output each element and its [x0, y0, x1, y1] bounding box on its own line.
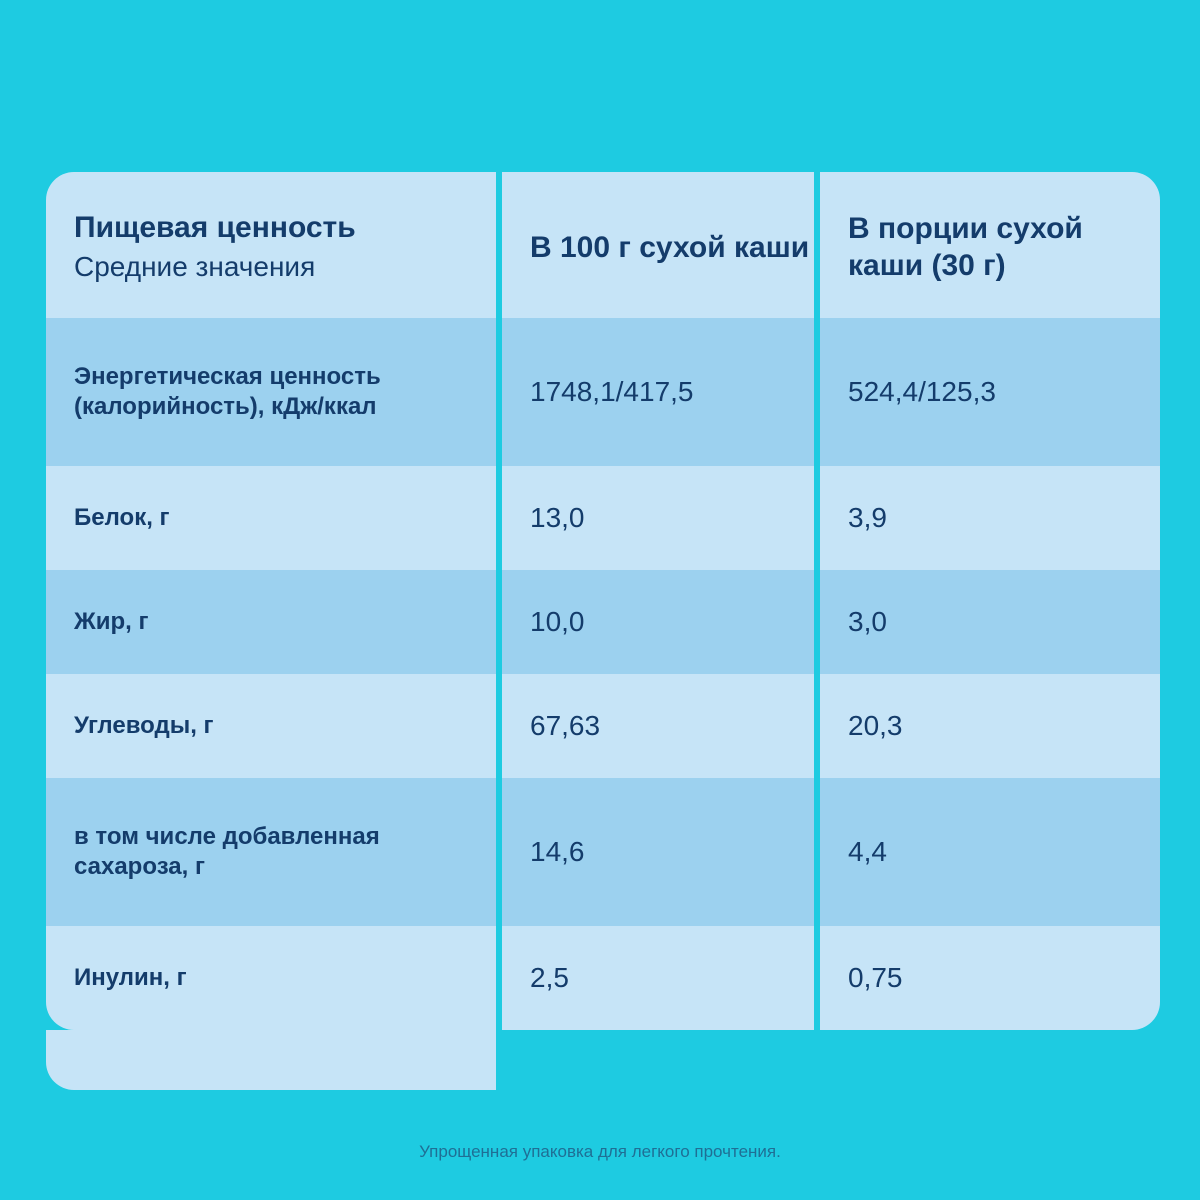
row-value-cell-1 [502, 778, 814, 926]
row-label: Инулин, г [74, 964, 187, 991]
row-value: 3,9 [848, 502, 887, 534]
table-row [46, 926, 1160, 1030]
header-col2-label: В порции сухой каши (30 г) [848, 212, 1083, 282]
row-value: 67,63 [530, 710, 601, 742]
row-label: Энергетическая ценность (калорийность), кДж/ккал [74, 363, 381, 420]
row-value-cell-1 [502, 926, 814, 1030]
row-label: Углеводы, г [74, 712, 214, 739]
row-label: Жир, г [74, 608, 149, 635]
row-value-cell-1 [502, 466, 814, 570]
table-header-row [46, 172, 1160, 318]
header-subtitle: Средние значения [74, 251, 316, 283]
row-value-cell-2 [820, 674, 1160, 778]
table-footer-spacer [46, 1030, 1160, 1090]
row-value: 1748,1/417,5 [530, 376, 694, 408]
table-row [46, 570, 1160, 674]
nutrition-table-wrapper [40, 172, 1160, 1090]
row-value: 13,0 [530, 502, 585, 534]
row-value: 20,3 [848, 710, 903, 742]
row-label: в том числе добавленная сахароза, г [74, 823, 380, 880]
row-value-cell-2 [820, 778, 1160, 926]
row-label-cell [46, 318, 496, 466]
row-value-cell-2 [820, 926, 1160, 1030]
row-value-cell-2 [820, 318, 1160, 466]
table-row [46, 778, 1160, 926]
table-row [46, 318, 1160, 466]
row-value-cell-2 [820, 570, 1160, 674]
row-label-cell [46, 778, 496, 926]
footer-spacer-cell [502, 1030, 814, 1090]
header-title: Пищевая ценность [74, 210, 356, 244]
row-label: Белок, г [74, 504, 170, 531]
row-value: 524,4/125,3 [848, 376, 996, 408]
row-value-cell-1 [502, 318, 814, 466]
header-cell-per100g [502, 172, 814, 318]
row-value-cell-1 [502, 674, 814, 778]
header-cell-label [46, 172, 496, 318]
row-value-cell-1 [502, 570, 814, 674]
table-row [46, 674, 1160, 778]
row-value: 14,6 [530, 836, 585, 868]
row-label-cell [46, 674, 496, 778]
row-value: 4,4 [848, 836, 887, 868]
row-value: 10,0 [530, 606, 585, 638]
row-label-cell [46, 570, 496, 674]
footer-spacer-cell [46, 1030, 496, 1090]
row-value: 3,0 [848, 606, 887, 638]
footer-caption: Упрощенная упаковка для легкого прочтения. [419, 1142, 781, 1161]
table-row [46, 466, 1160, 570]
row-value: 2,5 [530, 962, 569, 994]
header-cell-perportion [820, 172, 1160, 318]
row-value-cell-2 [820, 466, 1160, 570]
row-value: 0,75 [848, 962, 903, 994]
header-col1-label: В 100 г сухой каши [530, 230, 810, 264]
row-label-cell [46, 466, 496, 570]
row-label-cell [46, 926, 496, 1030]
footer-spacer-cell [820, 1030, 1160, 1090]
nutrition-table [40, 172, 1166, 1090]
